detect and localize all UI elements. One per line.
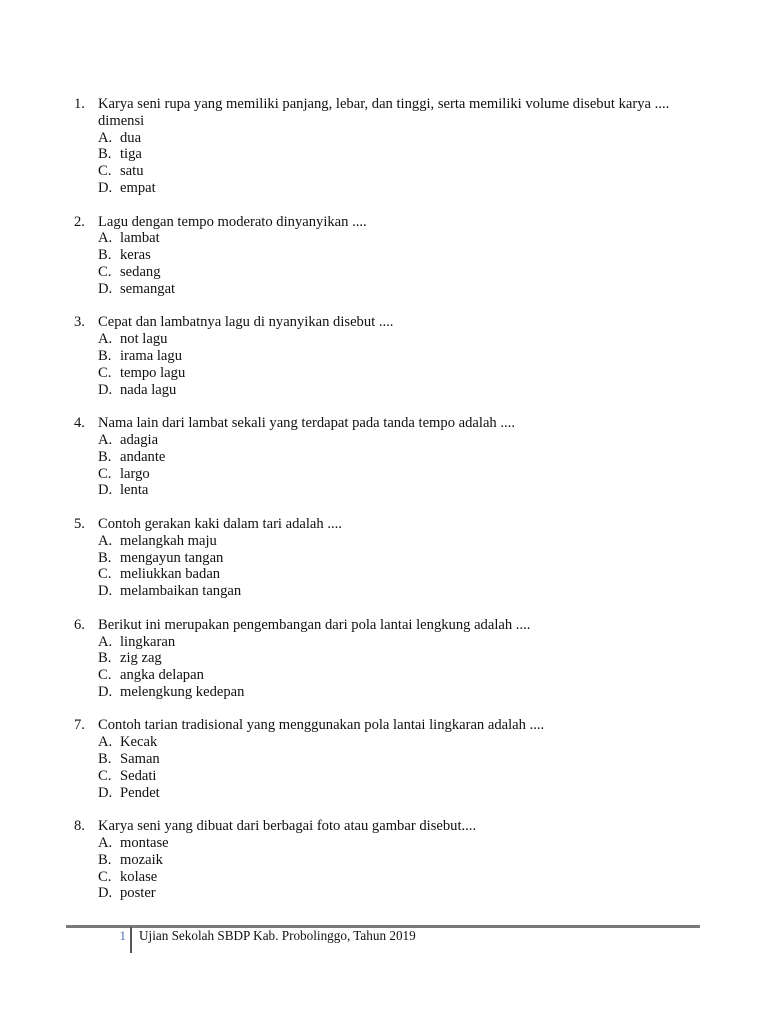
- answer-options: [98, 230, 674, 297]
- question-text: Contoh gerakan kaki dalam tari adalah ....: [98, 515, 342, 532]
- question-number: 4.: [74, 415, 85, 432]
- question-number: 6.: [74, 616, 85, 633]
- option-text: not lagu: [120, 331, 168, 348]
- option-text: adagia: [120, 431, 159, 448]
- option-letter: A.: [98, 431, 113, 448]
- option-letter: C.: [98, 465, 112, 482]
- answer-options: [98, 130, 674, 197]
- option-text: angka delapan: [120, 667, 204, 684]
- option-letter: B.: [98, 650, 112, 667]
- question-text: Karya seni rupa yang memiliki panjang, lebar, dan tinggi, serta memiliki volume disebut karya .... dimensi: [98, 96, 670, 129]
- option-text: tiga: [120, 146, 142, 163]
- option-letter: A.: [98, 230, 113, 247]
- question-stem: [74, 96, 674, 130]
- answer-option: [98, 146, 674, 163]
- option-text: Sedati: [120, 767, 157, 784]
- answer-option: [98, 331, 674, 348]
- question-item: [74, 617, 674, 701]
- question-list: [74, 96, 674, 919]
- option-text: mozaik: [120, 851, 163, 868]
- option-text: Saman: [120, 751, 160, 768]
- option-text: Kecak: [120, 734, 158, 751]
- option-letter: B.: [98, 448, 112, 465]
- option-letter: D.: [98, 381, 113, 398]
- option-text: empat: [120, 179, 156, 196]
- question-text: Berikut ini merupakan pengembangan dari pola lantai lengkung adalah ....: [98, 616, 531, 633]
- option-letter: A.: [98, 633, 113, 650]
- question-text: Nama lain dari lambat sekali yang terdapat pada tanda tempo adalah ....: [98, 415, 515, 432]
- option-text: zig zag: [120, 650, 162, 667]
- answer-option: [98, 230, 674, 247]
- answer-options: [98, 432, 674, 499]
- page-number: 1: [119, 928, 126, 943]
- option-text: andante: [120, 448, 166, 465]
- option-letter: D.: [98, 583, 113, 600]
- answer-option: [98, 247, 674, 264]
- option-letter: D.: [98, 179, 113, 196]
- answer-option: [98, 667, 674, 684]
- option-text: irama lagu: [120, 347, 182, 364]
- option-text: semangat: [120, 280, 176, 297]
- answer-option: [98, 365, 674, 382]
- answer-option: [98, 734, 674, 751]
- option-letter: A.: [98, 532, 113, 549]
- option-text: keras: [120, 247, 151, 264]
- question-number: 5.: [74, 515, 85, 532]
- question-stem: [74, 314, 674, 331]
- question-text: Lagu dengan tempo moderato dinyanyikan ....: [98, 213, 367, 230]
- option-text: dua: [120, 129, 142, 146]
- option-letter: C.: [98, 364, 112, 381]
- question-item: [74, 96, 674, 197]
- option-text: melambaikan tangan: [120, 583, 242, 600]
- option-letter: A.: [98, 331, 113, 348]
- question-text: Cepat dan lambatnya lagu di nyanyikan disebut ....: [98, 314, 394, 331]
- answer-option: [98, 785, 674, 802]
- answer-option: [98, 281, 674, 298]
- option-text: meliukkan badan: [120, 566, 221, 583]
- option-letter: A.: [98, 835, 113, 852]
- option-letter: D.: [98, 885, 113, 902]
- question-stem: [74, 617, 674, 634]
- option-text: lenta: [120, 482, 149, 499]
- option-letter: D.: [98, 280, 113, 297]
- answer-option: [98, 885, 674, 902]
- question-stem: [74, 214, 674, 231]
- option-text: satu: [120, 163, 144, 180]
- answer-option: [98, 634, 674, 651]
- question-item: [74, 818, 674, 902]
- question-number: 7.: [74, 717, 85, 734]
- answer-option: [98, 466, 674, 483]
- question-stem: [74, 818, 674, 835]
- question-item: [74, 214, 674, 298]
- answer-option: [98, 130, 674, 147]
- option-text: melengkung kedepan: [120, 683, 245, 700]
- option-letter: C.: [98, 868, 112, 885]
- answer-option: [98, 566, 674, 583]
- answer-option: [98, 449, 674, 466]
- answer-option: [98, 550, 674, 567]
- answer-option: [98, 382, 674, 399]
- option-letter: C.: [98, 566, 112, 583]
- question-stem: [74, 415, 674, 432]
- answer-option: [98, 533, 674, 550]
- question-stem: [74, 516, 674, 533]
- option-letter: D.: [98, 482, 113, 499]
- option-letter: C.: [98, 667, 112, 684]
- answer-option: [98, 852, 674, 869]
- question-number: 3.: [74, 314, 85, 331]
- question-text: Karya seni yang dibuat dari berbagai foto atau gambar disebut....: [98, 818, 477, 835]
- option-letter: C.: [98, 163, 112, 180]
- option-text: kolase: [120, 868, 158, 885]
- footer-text: Ujian Sekolah SBDP Kab. Probolinggo, Tahun 2019: [139, 928, 416, 943]
- option-letter: B.: [98, 146, 112, 163]
- option-letter: D.: [98, 683, 113, 700]
- answer-option: [98, 768, 674, 785]
- answer-option: [98, 650, 674, 667]
- option-letter: B.: [98, 347, 112, 364]
- question-item: [74, 717, 674, 801]
- question-number: 1.: [74, 96, 85, 112]
- option-text: lingkaran: [120, 633, 176, 650]
- answer-option: [98, 835, 674, 852]
- option-letter: A.: [98, 734, 113, 751]
- answer-option: [98, 869, 674, 886]
- option-text: mengayun tangan: [120, 549, 224, 566]
- answer-option: [98, 583, 674, 600]
- footer-divider: [130, 927, 132, 953]
- answer-option: [98, 348, 674, 365]
- option-text: poster: [120, 885, 156, 902]
- question-item: [74, 314, 674, 398]
- option-text: sedang: [120, 263, 161, 280]
- option-text: tempo lagu: [120, 364, 186, 381]
- option-text: largo: [120, 465, 150, 482]
- option-text: nada lagu: [120, 381, 177, 398]
- answer-options: [98, 533, 674, 600]
- option-letter: C.: [98, 263, 112, 280]
- answer-options: [98, 331, 674, 398]
- option-letter: D.: [98, 784, 113, 801]
- option-letter: B.: [98, 549, 112, 566]
- answer-option: [98, 751, 674, 768]
- option-letter: B.: [98, 751, 112, 768]
- question-number: 2.: [74, 213, 85, 230]
- answer-option: [98, 264, 674, 281]
- option-letter: A.: [98, 129, 113, 146]
- answer-option: [98, 684, 674, 701]
- question-number: 8.: [74, 818, 85, 835]
- answer-options: [98, 634, 674, 701]
- option-letter: B.: [98, 247, 112, 264]
- question-text: Contoh tarian tradisional yang menggunakan pola lantai lingkaran adalah ....: [98, 717, 545, 734]
- answer-option: [98, 163, 674, 180]
- option-letter: B.: [98, 851, 112, 868]
- option-text: montase: [120, 835, 169, 852]
- option-text: Pendet: [120, 784, 160, 801]
- option-letter: C.: [98, 767, 112, 784]
- option-text: melangkah maju: [120, 532, 217, 549]
- answer-option: [98, 180, 674, 197]
- answer-options: [98, 835, 674, 902]
- option-text: lambat: [120, 230, 160, 247]
- question-item: [74, 516, 674, 600]
- answer-option: [98, 482, 674, 499]
- question-item: [74, 415, 674, 499]
- answer-option: [98, 432, 674, 449]
- answer-options: [98, 734, 674, 801]
- question-stem: [74, 717, 674, 734]
